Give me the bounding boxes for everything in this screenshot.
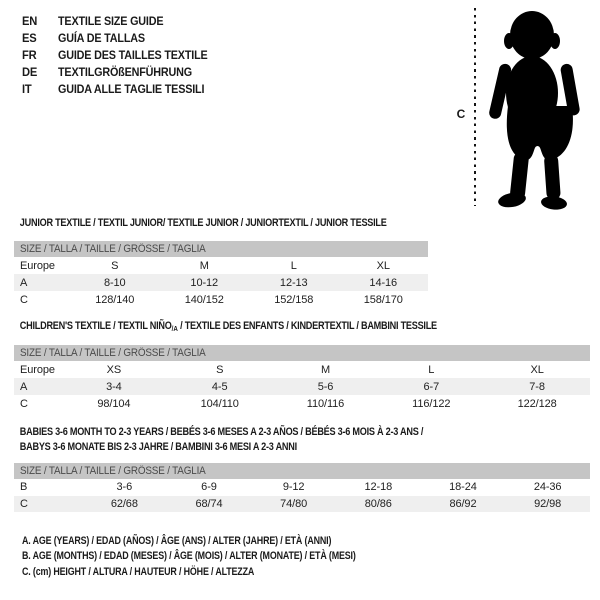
title-text: BABYS 3-6 MONATE BIS 2-3 JAHRE / BAMBINI 3-6 MESI A 2-3 ANNI (19, 441, 297, 453)
table-row (14, 361, 590, 378)
table-title (14, 440, 492, 455)
table-row (14, 291, 428, 308)
language-title: GUIDE DES TAILLES TEXTILE (58, 47, 208, 62)
value-cell: 80/86 (364, 497, 392, 510)
value-cell: 116/122 (412, 397, 451, 410)
row-label-cell: C (20, 293, 28, 306)
value-cell: M (320, 363, 331, 376)
title-subscript: /A (171, 324, 178, 333)
size-header-bar (14, 463, 590, 479)
value-cell: 18-24 (449, 481, 477, 494)
value-cell: 3-6 (116, 481, 133, 494)
value-cell: 6-7 (423, 380, 440, 393)
row-label-cell: A (20, 380, 28, 393)
value-cell: 140/152 (184, 293, 224, 306)
value-cell: 110/116 (306, 397, 345, 410)
value-cell: 122/128 (517, 397, 557, 410)
table-row (14, 479, 590, 496)
language-row (22, 64, 224, 81)
size-header-bar (14, 345, 590, 361)
value-cell: 92/98 (534, 497, 562, 510)
value-cell: 7-8 (529, 380, 545, 393)
table-title (14, 425, 492, 440)
value-cell: 10-12 (190, 276, 219, 289)
value-cell: 12-13 (279, 276, 308, 289)
table-row (14, 395, 590, 412)
language-row (22, 29, 224, 46)
value-cell: 152/158 (274, 293, 314, 306)
measurement-legend (22, 534, 434, 580)
value-cell: 128/140 (95, 293, 135, 306)
title-text: JUNIOR TEXTILE / TEXTIL JUNIOR/ TEXTILE JUNIOR / JUNIORTEXTIL / JUNIOR TESSILE (19, 217, 387, 229)
value-cell: L (428, 363, 435, 376)
toddler-silhouette-image (484, 8, 584, 210)
language-code: EN (22, 13, 38, 28)
value-cell: 4-5 (211, 380, 228, 393)
size-grid (14, 479, 590, 512)
row-label-cell: C (20, 497, 28, 510)
size-grid (14, 257, 428, 308)
value-cell: 68/74 (195, 497, 223, 510)
language-code: IT (22, 82, 32, 97)
value-cell: 24-36 (533, 481, 562, 494)
table-title (14, 320, 492, 335)
language-row (22, 12, 224, 29)
language-code: ES (22, 30, 37, 45)
size-header-text: SIZE / TALLA / TAILLE / GRÖSSE / TAGLIA (20, 347, 206, 359)
table-row (14, 496, 590, 513)
value-cell: 3-4 (106, 380, 122, 393)
size-header-text: SIZE / TALLA / TAILLE / GRÖSSE / TAGLIA (20, 243, 206, 255)
value-cell: 6-9 (201, 481, 217, 494)
value-cell: 104/110 (200, 397, 239, 410)
row-label-cell: B (20, 481, 28, 494)
row-label-cell: Europe (20, 259, 55, 272)
value-cell: S (216, 363, 224, 376)
babies-textile-table (14, 425, 590, 512)
row-label-cell: C (20, 397, 28, 410)
junior-textile-table (14, 217, 428, 308)
language-title: TEXTILGRÖßENFÜHRUNG (58, 65, 192, 80)
title-text: BABIES 3-6 MONTH TO 2-3 YEARS / BEBÉS 3-6 MESES A 2-3 AÑOS / BÉBÉS 3-6 MOIS À 2-3 ANS / (19, 426, 424, 438)
children-textile-table (14, 320, 590, 412)
value-cell: M (199, 259, 209, 272)
table-row (14, 378, 590, 395)
language-row (22, 81, 224, 98)
legend-line: C. (cm) HEIGHT / ALTURA / HAUTEUR / HÖHE / ALTEZZA (22, 565, 255, 578)
value-cell: 5-6 (317, 380, 334, 393)
value-cell: L (290, 259, 297, 272)
value-cell: 98/104 (97, 397, 131, 410)
language-title: GUÍA DE TALLAS (58, 30, 145, 45)
title-text: / TEXTILE DES ENFANTS / KINDERTEXTIL / BAMBINI TESSILE (177, 320, 437, 332)
language-title: TEXTILE SIZE GUIDE (58, 13, 164, 28)
value-cell: 14-16 (369, 276, 398, 289)
size-grid (14, 361, 590, 412)
value-cell: 9-12 (282, 481, 305, 494)
value-cell: 8-10 (103, 276, 126, 289)
value-cell: XL (530, 363, 544, 376)
table-row (14, 274, 428, 291)
table-title (14, 217, 387, 230)
language-title: GUIDA ALLE TAGLIE TESSILI (58, 82, 205, 97)
legend-line: A. AGE (YEARS) / EDAD (AÑOS) / ÂGE (ANS) / ALTER (JAHRE) / ETÀ (ANNI) (22, 535, 332, 547)
value-cell: 12-18 (364, 481, 393, 494)
value-cell: 158/170 (363, 293, 403, 306)
size-header-bar (14, 241, 428, 257)
language-row (22, 46, 224, 63)
value-cell: 74/80 (280, 497, 308, 510)
value-cell: 86/92 (449, 497, 477, 510)
size-header-text: SIZE / TALLA / TAILLE / GRÖSSE / TAGLIA (20, 465, 206, 477)
language-code: DE (22, 65, 38, 80)
value-cell: XL (376, 259, 390, 272)
language-title-list (22, 12, 224, 98)
value-cell: XS (106, 363, 122, 376)
table-row (14, 257, 428, 274)
language-code: FR (22, 47, 37, 62)
row-label-cell: A (20, 276, 28, 289)
value-cell: 62/68 (110, 497, 138, 510)
legend-line: B. AGE (MONTHS) / EDAD (MESES) / ÂGE (MOIS) / ALTER (MONATE) / ETÀ (MESI) (22, 550, 356, 563)
row-label-cell: Europe (20, 363, 55, 376)
height-measure-dotted-line (474, 8, 476, 206)
height-measure-label: C (456, 107, 466, 121)
title-text: CHILDREN'S TEXTILE / TEXTIL NIÑO (19, 320, 172, 332)
value-cell: S (111, 259, 119, 272)
